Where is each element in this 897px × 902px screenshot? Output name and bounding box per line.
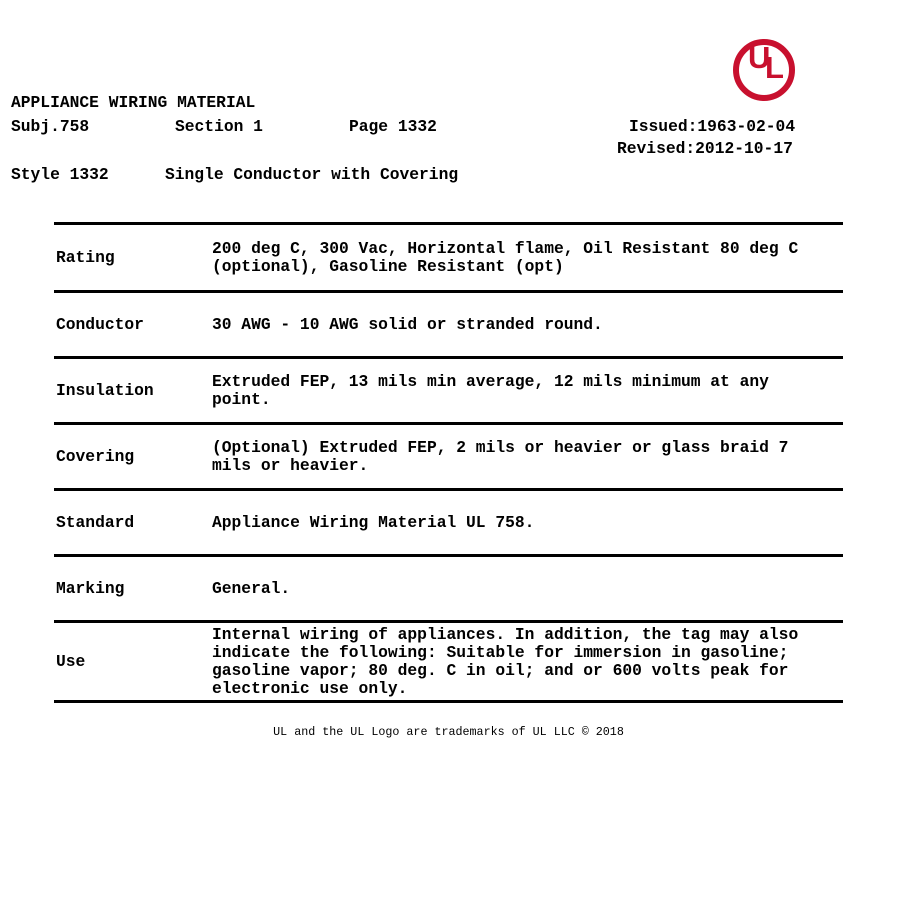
issued-date: Issued:1963-02-04 (629, 117, 796, 136)
section-label: Section 1 (175, 117, 263, 136)
spec-table (54, 222, 843, 703)
row-label: Use (56, 651, 86, 671)
row-label: Standard (56, 512, 135, 532)
subject-number: Subj.758 (11, 117, 90, 136)
style-number: Style 1332 (11, 165, 109, 184)
page-title: APPLIANCE WIRING MATERIAL (11, 93, 256, 112)
ul-logo (733, 39, 795, 101)
page-number: Page 1332 (349, 117, 437, 136)
row-label: Covering (56, 446, 135, 466)
revised-date: Revised:2012-10-17 (617, 139, 793, 158)
row-value: Appliance Wiring Material UL 758. (212, 512, 535, 532)
row-value: (Optional) Extruded FEP, 2 mils or heavier or glass braid 7 mils or heavier. (212, 437, 789, 475)
table-row-use (54, 620, 843, 700)
row-value: Extruded FEP, 13 mils min average, 12 mils minimum at any point. (212, 371, 769, 409)
table-row-insulation (54, 356, 843, 422)
footer-trademark: UL and the UL Logo are trademarks of UL LLC © 2018 (273, 725, 624, 739)
row-value: General. (212, 578, 291, 598)
table-row-covering (54, 422, 843, 488)
row-value: 200 deg C, 300 Vac, Horizontal flame, Oil Resistant 80 deg C (optional), Gasoline Resistant (opt) (212, 238, 799, 276)
row-label: Insulation (56, 380, 154, 400)
ul-logo-letter-l: L (765, 50, 784, 85)
table-row-conductor (54, 290, 843, 356)
table-row-standard (54, 488, 843, 554)
row-value: Internal wiring of appliances. In addition, the tag may also indicate the following: Suitable for immersion in gasoline; gasoline vapor; 80 deg. C in oil; and or 600 volts peak for electronic use only. (212, 624, 799, 698)
ul-logo-letter-u: U (748, 40, 771, 75)
row-label: Conductor (56, 314, 144, 334)
row-value: 30 AWG - 10 AWG solid or stranded round. (212, 314, 603, 334)
style-description: Single Conductor with Covering (165, 165, 459, 184)
table-row-marking (54, 554, 843, 620)
row-label: Marking (56, 578, 125, 598)
row-label: Rating (56, 247, 115, 267)
table-row-rating (54, 222, 843, 290)
